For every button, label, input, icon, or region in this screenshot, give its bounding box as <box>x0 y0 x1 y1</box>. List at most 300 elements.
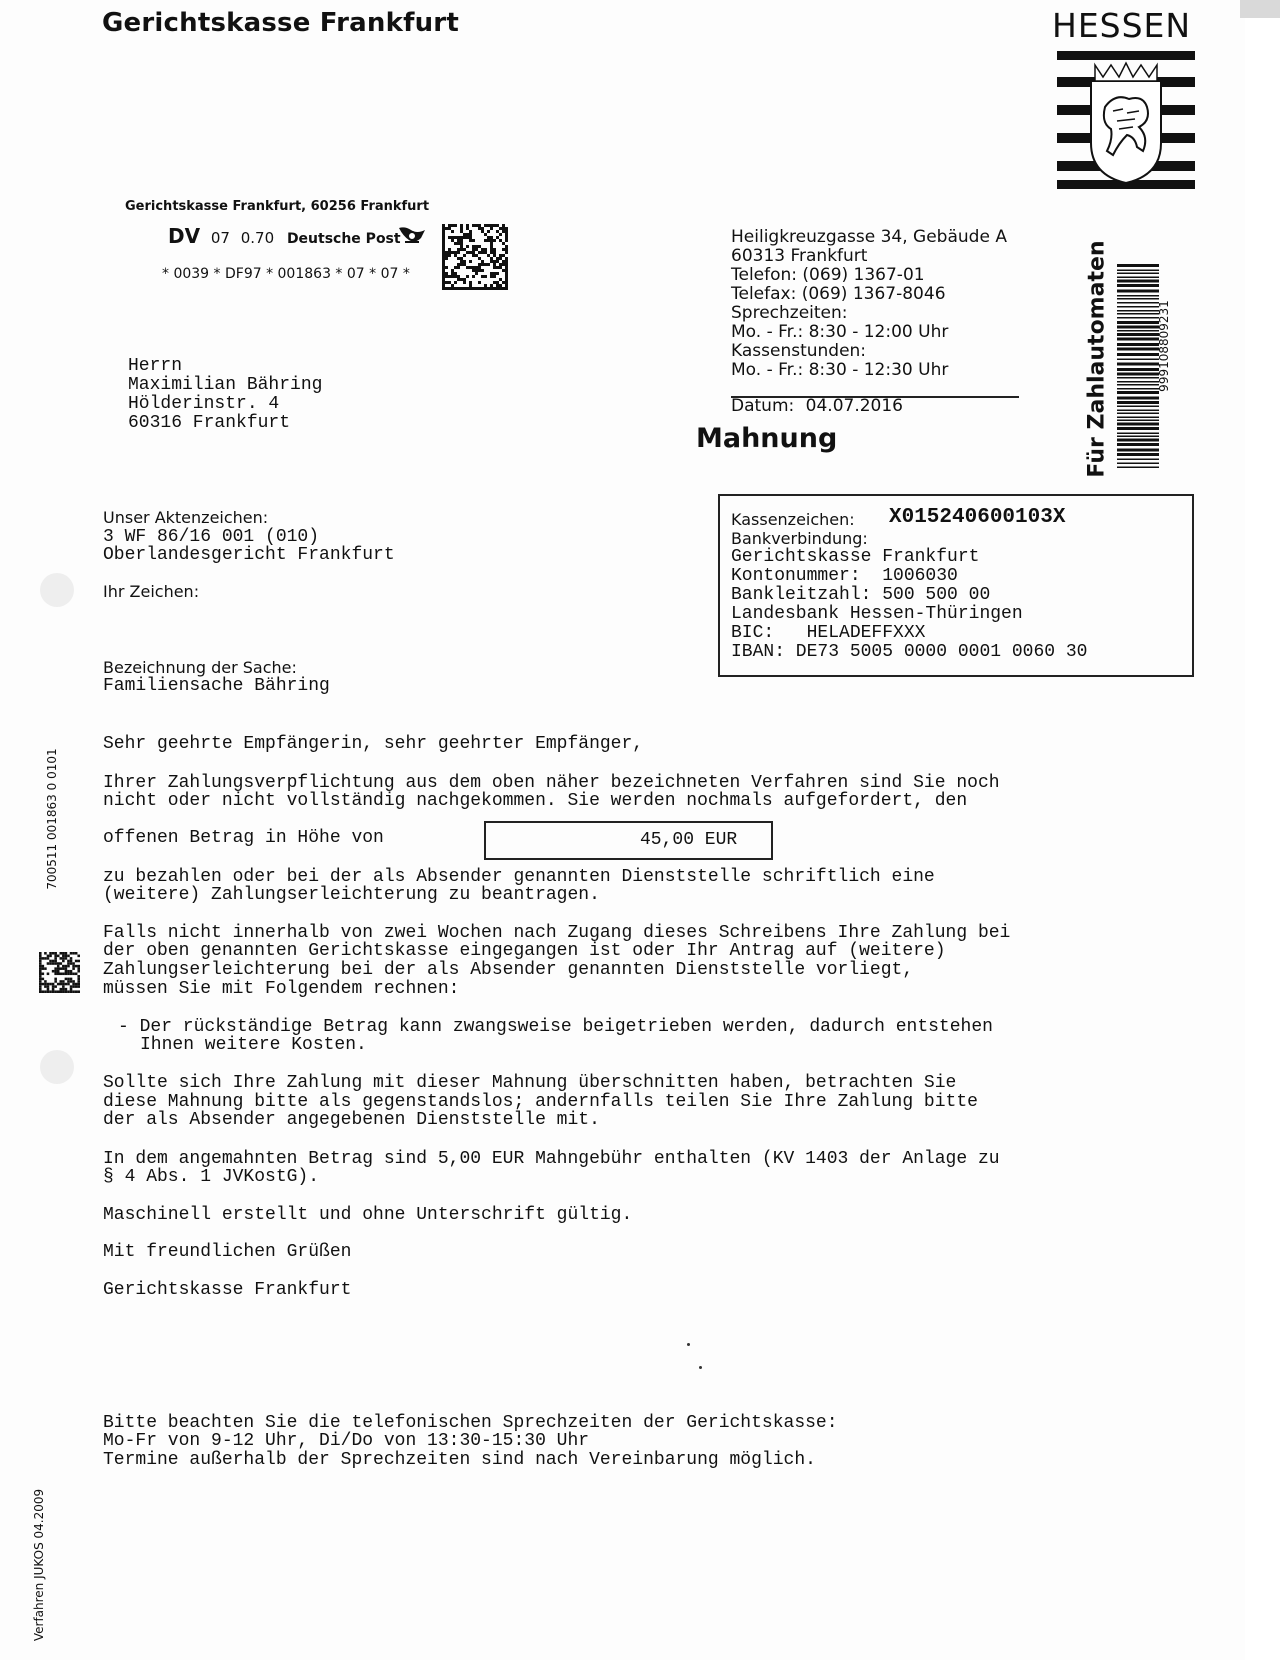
matrix-module <box>499 266 502 269</box>
matrix-module <box>460 263 463 266</box>
matrix-module <box>448 287 451 290</box>
matrix-module <box>469 284 472 287</box>
matrix-module <box>62 960 65 963</box>
matrix-module <box>52 985 55 988</box>
sender-fax: Telefax: (069) 1367-8046 <box>731 284 946 304</box>
matrix-module <box>44 952 47 955</box>
matrix-module <box>490 239 493 242</box>
matrix-module <box>454 242 457 245</box>
bankverbindung-label: Bankverbindung: <box>731 529 868 548</box>
matrix-module <box>70 990 73 993</box>
matrix-module <box>62 973 65 976</box>
matrix-module <box>65 955 68 958</box>
matrix-module <box>475 224 478 227</box>
matrix-module <box>463 287 466 290</box>
matrix-module <box>469 260 472 263</box>
matrix-module <box>499 227 502 230</box>
matrix-module <box>47 973 50 976</box>
matrix-module <box>77 990 80 993</box>
matrix-module <box>442 248 445 251</box>
matrix-module <box>460 260 463 263</box>
paragraph-5-line-1: In dem angemahnten Betrag sind 5,00 EUR Mahngebühr enthalten (KV 1403 der Anlage zu <box>103 1149 1000 1169</box>
barcode-bar <box>1117 384 1159 386</box>
matrix-module <box>49 983 52 986</box>
tracking-code: * 0039 * DF97 * 001863 * 07 * 07 * <box>162 266 410 282</box>
matrix-module <box>481 275 484 278</box>
matrix-module <box>77 967 80 970</box>
date-label: Datum: <box>731 396 795 416</box>
matrix-module <box>57 967 60 970</box>
matrix-module <box>60 990 63 993</box>
punch-hole <box>40 1050 74 1084</box>
matrix-module <box>75 973 78 976</box>
court-name: Oberlandesgericht Frankfurt <box>103 545 395 565</box>
paragraph-2-line-2: (weitere) Zahlungserleichterung zu beantragen. <box>103 885 600 905</box>
barcode-bar <box>1117 338 1159 341</box>
matrix-module <box>469 233 472 236</box>
matrix-module <box>484 248 487 251</box>
matrix-module <box>466 251 469 254</box>
matrix-module <box>44 957 47 960</box>
matrix-module <box>39 955 42 958</box>
matrix-module <box>457 236 460 239</box>
paragraph-3-line-3: Zahlungserleichterung bei der als Absender genannten Dienststelle vorliegt, <box>103 960 914 980</box>
posthorn-icon <box>397 224 427 248</box>
matrix-module <box>72 990 75 993</box>
matrix-module <box>460 236 463 239</box>
matrix-module <box>451 236 454 239</box>
matrix-module <box>469 287 472 290</box>
matrix-module <box>466 275 469 278</box>
matrix-module <box>42 983 45 986</box>
paragraph-4-line-3: der als Absender angegebenen Dienststelle mit. <box>103 1110 600 1130</box>
matrix-module <box>442 230 445 233</box>
matrix-module <box>47 988 50 991</box>
postage-price: 0.70 <box>240 229 275 247</box>
barcode-bar <box>1117 368 1159 371</box>
matrix-module <box>47 955 50 958</box>
barcode-bar <box>1117 359 1159 361</box>
matrix-module <box>67 955 70 958</box>
matrix-module <box>47 983 50 986</box>
matrix-module <box>493 251 496 254</box>
barcode-bar <box>1117 420 1159 422</box>
matrix-module <box>62 988 65 991</box>
barcode-bar <box>1117 443 1159 446</box>
bic: BIC: HELADEFFXXX <box>731 623 926 643</box>
matrix-module <box>505 275 508 278</box>
matrix-module <box>77 978 80 981</box>
matrix-module <box>454 275 457 278</box>
matrix-module <box>57 973 60 976</box>
matrix-module <box>457 239 460 242</box>
matrix-module <box>72 980 75 983</box>
barcode-bar <box>1117 433 1159 435</box>
matrix-module <box>448 254 451 257</box>
matrix-module <box>451 224 454 227</box>
matrix-module <box>42 973 45 976</box>
matrix-module <box>44 985 47 988</box>
matrix-module <box>39 952 42 955</box>
matrix-module <box>505 260 508 263</box>
matrix-module <box>39 975 42 978</box>
matrix-module <box>54 957 57 960</box>
datamatrix-code <box>442 224 508 290</box>
matrix-module <box>70 978 73 981</box>
matrix-module <box>49 962 52 965</box>
matrix-module <box>505 287 508 290</box>
matter-label: Bezeichnung der Sache: <box>103 658 297 677</box>
matrix-module <box>442 251 445 254</box>
matrix-module <box>39 962 42 965</box>
case-number: 3 WF 86/16 001 (010) <box>103 527 320 547</box>
matrix-module <box>62 965 65 968</box>
matrix-module <box>42 978 45 981</box>
matrix-module <box>490 257 493 260</box>
matrix-module <box>505 230 508 233</box>
matrix-module <box>67 983 70 986</box>
matrix-module <box>469 239 472 242</box>
matrix-module <box>62 955 65 958</box>
matrix-module <box>442 257 445 260</box>
matrix-module <box>445 272 448 275</box>
matrix-module <box>472 224 475 227</box>
matrix-module <box>47 990 50 993</box>
matrix-module <box>463 248 466 251</box>
matrix-module <box>466 287 469 290</box>
barcode-bar <box>1117 330 1159 332</box>
matrix-module <box>39 960 42 963</box>
barcode-bar <box>1117 317 1159 319</box>
kassenzeichen-label: Kassenzeichen: <box>731 510 855 529</box>
machine-generated-note: Maschinell erstellt und ohne Unterschrift gültig. <box>103 1205 633 1225</box>
matrix-module <box>62 983 65 986</box>
hessen-lion-crest-icon <box>1057 51 1195 189</box>
matrix-module <box>442 263 445 266</box>
matrix-module <box>67 990 70 993</box>
barcode-bar <box>1117 310 1159 312</box>
matrix-module <box>484 275 487 278</box>
matrix-module <box>463 260 466 263</box>
matrix-module <box>502 287 505 290</box>
matrix-module <box>75 983 78 986</box>
matrix-module <box>493 272 496 275</box>
matrix-module <box>451 269 454 272</box>
matrix-module <box>72 985 75 988</box>
barcode-bar <box>1117 463 1159 465</box>
matrix-module <box>442 278 445 281</box>
matrix-module <box>42 967 45 970</box>
matrix-module <box>454 281 457 284</box>
datamatrix-code-small <box>39 952 80 993</box>
barcode-bar <box>1117 302 1159 304</box>
matrix-module <box>478 257 481 260</box>
matrix-module <box>445 257 448 260</box>
matrix-module <box>487 236 490 239</box>
matrix-module <box>478 245 481 248</box>
matrix-module <box>47 957 50 960</box>
matrix-module <box>460 224 463 227</box>
matrix-module <box>451 272 454 275</box>
barcode-bar <box>1117 313 1159 315</box>
matrix-module <box>65 990 68 993</box>
matrix-module <box>451 230 454 233</box>
matrix-module <box>47 985 50 988</box>
matrix-module <box>490 275 493 278</box>
matrix-module <box>460 287 463 290</box>
matrix-module <box>505 263 508 266</box>
matrix-module <box>454 251 457 254</box>
matrix-module <box>493 281 496 284</box>
barcode-bar <box>1117 353 1159 356</box>
state-label: HESSEN <box>1052 6 1192 45</box>
matrix-module <box>52 988 55 991</box>
matrix-module <box>57 990 60 993</box>
matrix-module <box>57 955 60 958</box>
matrix-module <box>44 983 47 986</box>
matrix-module <box>487 224 490 227</box>
matrix-module <box>54 967 57 970</box>
paragraph-4-line-2: diese Mahnung bitte als gegenstandslos; andernfalls teilen Sie Ihre Zahlung bitte <box>103 1092 978 1112</box>
matrix-module <box>502 248 505 251</box>
matrix-module <box>39 990 42 993</box>
matrix-module <box>67 965 70 968</box>
sender-phone: Telefon: (069) 1367-01 <box>731 265 925 285</box>
matrix-module <box>478 281 481 284</box>
matrix-module <box>502 230 505 233</box>
matrix-module <box>463 278 466 281</box>
barcode-bar <box>1117 264 1159 267</box>
matrix-module <box>454 236 457 239</box>
sender-city: 60313 Frankfurt <box>731 246 868 266</box>
matrix-module <box>442 239 445 242</box>
matrix-module <box>72 965 75 968</box>
matrix-module <box>463 254 466 257</box>
matrix-module <box>57 962 60 965</box>
paragraph-5-line-2: § 4 Abs. 1 JVKostG). <box>103 1167 320 1187</box>
matrix-module <box>466 266 469 269</box>
matrix-module <box>505 245 508 248</box>
matrix-module <box>493 266 496 269</box>
matrix-module <box>454 224 457 227</box>
matrix-module <box>457 257 460 260</box>
matrix-module <box>49 960 52 963</box>
paragraph-3-line-4: müssen Sie mit Folgendem rechnen: <box>103 979 460 999</box>
matrix-module <box>502 227 505 230</box>
matrix-module <box>505 227 508 230</box>
matrix-module <box>39 988 42 991</box>
cash-hours-label: Kassenstunden: <box>731 341 867 361</box>
matrix-module <box>496 236 499 239</box>
barcode-bar <box>1117 326 1159 329</box>
matrix-module <box>481 260 484 263</box>
signature: Gerichtskasse Frankfurt <box>103 1280 352 1300</box>
matrix-module <box>67 970 70 973</box>
matrix-module <box>70 985 73 988</box>
matrix-module <box>442 224 445 227</box>
matrix-module <box>60 980 63 983</box>
matrix-module <box>472 251 475 254</box>
matrix-module <box>460 278 463 281</box>
matrix-module <box>70 952 73 955</box>
matrix-module <box>448 251 451 254</box>
matrix-module <box>493 275 496 278</box>
closing: Mit freundlichen Grüßen <box>103 1242 352 1262</box>
barcode-bar <box>1117 348 1159 351</box>
matrix-module <box>499 287 502 290</box>
document-title: Mahnung <box>696 423 838 454</box>
matrix-module <box>457 266 460 269</box>
matrix-module <box>484 239 487 242</box>
matrix-module <box>75 960 78 963</box>
barcode-bar <box>1117 453 1159 456</box>
matrix-module <box>496 272 499 275</box>
matrix-module <box>451 284 454 287</box>
matrix-module <box>466 224 469 227</box>
barcode-bar <box>1117 388 1159 390</box>
matrix-module <box>481 230 484 233</box>
matrix-module <box>481 227 484 230</box>
matrix-module <box>57 970 60 973</box>
matrix-module <box>77 955 80 958</box>
matrix-module <box>478 269 481 272</box>
matrix-module <box>442 242 445 245</box>
matrix-module <box>448 275 451 278</box>
matrix-module <box>442 233 445 236</box>
note-line-2: Mo-Fr von 9-12 Uhr, Di/Do von 13:30-15:30 Uhr <box>103 1431 590 1451</box>
matrix-module <box>484 263 487 266</box>
matrix-module <box>475 269 478 272</box>
matrix-module <box>505 278 508 281</box>
matrix-module <box>442 227 445 230</box>
recipient-street: Hölderinstr. 4 <box>128 394 280 414</box>
matrix-module <box>463 281 466 284</box>
paragraph-1-line-2: nicht oder nicht vollständig nachgekommen. Sie werden nochmals aufgefordert, den <box>103 791 968 811</box>
matrix-module <box>72 952 75 955</box>
barcode-bar <box>1117 449 1159 452</box>
matrix-module <box>490 272 493 275</box>
matrix-module <box>77 985 80 988</box>
matrix-module <box>478 227 481 230</box>
matrix-module <box>457 251 460 254</box>
matrix-module <box>502 242 505 245</box>
matrix-module <box>65 978 68 981</box>
matrix-module <box>496 287 499 290</box>
matrix-module <box>481 251 484 254</box>
matrix-module <box>460 242 463 245</box>
bullet-line-2: Ihnen weitere Kosten. <box>140 1035 367 1055</box>
carrier-name: Deutsche Post <box>286 231 401 247</box>
matrix-module <box>490 287 493 290</box>
matrix-module <box>54 962 57 965</box>
barcode-bar <box>1117 277 1159 279</box>
date-line <box>731 396 903 416</box>
barcode-bar <box>1117 377 1159 379</box>
barcode-bar <box>1117 284 1159 287</box>
matrix-module <box>451 251 454 254</box>
form-version: Verfahren JUKOS 04.2009 <box>32 1488 46 1642</box>
matrix-module <box>70 970 73 973</box>
barcode-bar <box>1117 427 1159 430</box>
barcode-bar <box>1117 295 1159 297</box>
matrix-module <box>448 248 451 251</box>
punch-hole <box>40 573 74 607</box>
matrix-module <box>72 962 75 965</box>
matrix-module <box>496 230 499 233</box>
bullet-line-1: - Der rückständige Betrag kann zwangsweise beigetrieben werden, dadurch entstehen <box>118 1017 993 1037</box>
matrix-module <box>499 257 502 260</box>
matrix-module <box>75 985 78 988</box>
matrix-module <box>77 975 80 978</box>
matrix-module <box>505 251 508 254</box>
matrix-module <box>77 960 80 963</box>
matrix-module <box>472 275 475 278</box>
matrix-module <box>505 257 508 260</box>
sender-info-block <box>731 228 1007 380</box>
matrix-module <box>44 990 47 993</box>
bank-code: Bankleitzahl: 500 500 00 <box>731 585 991 605</box>
matrix-module <box>65 970 68 973</box>
note-line-3: Termine außerhalb der Sprechzeiten sind nach Vereinbarung möglich. <box>103 1450 816 1470</box>
matrix-module <box>505 284 508 287</box>
matrix-module <box>475 287 478 290</box>
matrix-module <box>442 275 445 278</box>
matrix-module <box>65 965 68 968</box>
matrix-module <box>490 284 493 287</box>
iban: IBAN: DE73 5005 0000 0001 0060 30 <box>731 642 1088 662</box>
matrix-module <box>496 284 499 287</box>
matrix-module <box>39 965 42 968</box>
bank-details <box>731 510 1087 662</box>
matrix-module <box>44 967 47 970</box>
barcode-bar <box>1117 417 1159 419</box>
matrix-module <box>493 239 496 242</box>
matrix-module <box>54 960 57 963</box>
matrix-module <box>505 281 508 284</box>
barcode-bar <box>1117 391 1159 394</box>
matrix-module <box>493 260 496 263</box>
matrix-module <box>505 239 508 242</box>
matrix-module <box>44 980 47 983</box>
barcode-bar <box>1117 290 1159 293</box>
matrix-module <box>445 287 448 290</box>
barcode-bar <box>1117 343 1159 346</box>
matrix-module <box>484 287 487 290</box>
matrix-module <box>454 266 457 269</box>
matrix-module <box>448 224 451 227</box>
matrix-module <box>487 263 490 266</box>
matrix-module <box>466 233 469 236</box>
matrix-module <box>451 239 454 242</box>
matrix-module <box>62 967 65 970</box>
paragraph-1-line-1: Ihrer Zahlungsverpflichtung aus dem oben näher bezeichneten Verfahren sind Sie noch <box>103 773 1000 793</box>
matrix-module <box>466 227 469 230</box>
barcode-bar <box>1117 459 1159 461</box>
matrix-module <box>54 980 57 983</box>
matrix-module <box>70 980 73 983</box>
matrix-module <box>67 973 70 976</box>
matrix-module <box>505 248 508 251</box>
barcode-bar <box>1117 381 1159 383</box>
matrix-module <box>457 275 460 278</box>
matrix-module <box>77 983 80 986</box>
matrix-module <box>454 272 457 275</box>
matrix-module <box>460 230 463 233</box>
matrix-module <box>70 957 73 960</box>
barcode-bar <box>1117 298 1159 300</box>
note-line-1: Bitte beachten Sie die telefonischen Sprechzeiten der Gerichtskasse: <box>103 1413 838 1433</box>
matrix-module <box>67 960 70 963</box>
